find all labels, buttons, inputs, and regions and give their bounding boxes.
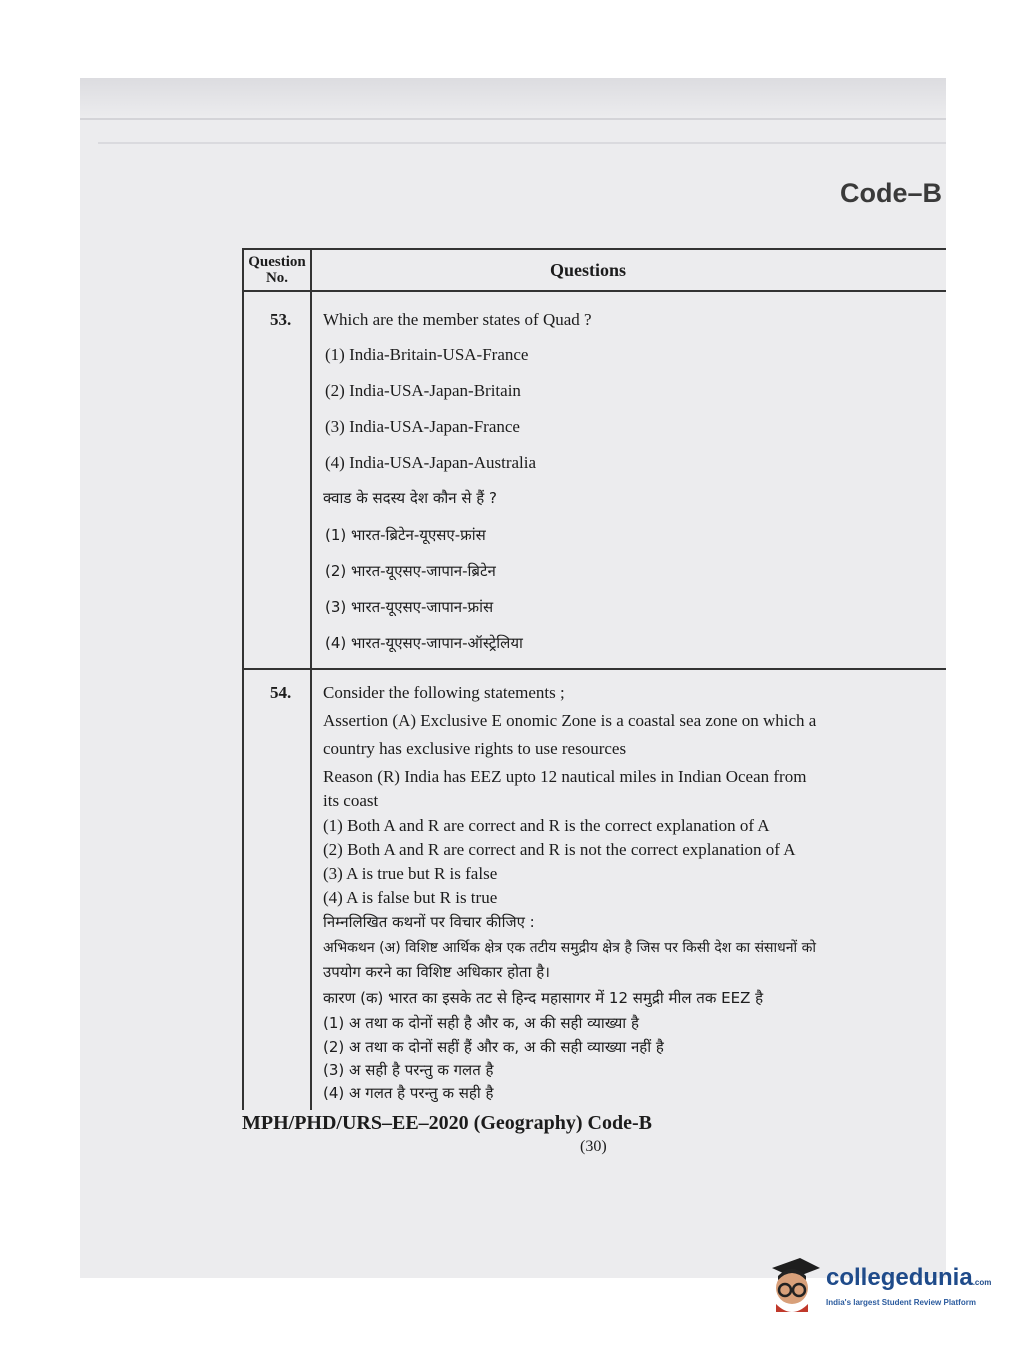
- option-hi: (1) अ तथा क दोनों सही है और क, अ की सही व्याख्या है: [323, 1014, 639, 1032]
- option-hi: (4) अ गलत है परन्तु क सही है: [323, 1084, 494, 1102]
- collegedunia-logo: [766, 1250, 996, 1320]
- option-hi: (3) भारत-यूएसए-जापान-फ्रांस: [325, 598, 494, 616]
- option-en: (2) Both A and R are correct and R is not the correct explanation of A: [323, 840, 796, 859]
- question-number: 54.: [270, 683, 292, 702]
- option-en: (3) India-USA-Japan-France: [325, 417, 520, 436]
- option-en: (1) India-Britain-USA-France: [325, 345, 529, 364]
- option-en: (1) Both A and R are correct and R is the correct explanation of A: [323, 816, 770, 835]
- logo-wordmark: collegedunia.com: [826, 1264, 992, 1291]
- page-edge: [98, 142, 946, 144]
- assertion-hi: उपयोग करने का विशिष्ट अधिकार होता है।: [323, 963, 550, 981]
- logo-tagline: India's largest Student Review Platform: [826, 1298, 976, 1307]
- assertion-en: Assertion (A) Exclusive E onomic Zone is a coastal sea zone on which a: [323, 711, 817, 730]
- assertion-hi: अभिकथन (अ) विशिष्ट आर्थिक क्षेत्र एक तटीय समुद्रीय क्षेत्र है जिस पर किसी देश का संसाधनों को: [323, 940, 816, 956]
- code-header: Code–B: [840, 178, 943, 208]
- table-border-left: [242, 248, 244, 1110]
- page-number: (30): [580, 1138, 607, 1155]
- option-en: (2) India-USA-Japan-Britain: [325, 381, 521, 400]
- column-header-questions: Questions: [550, 260, 627, 280]
- row-divider: [242, 668, 946, 670]
- mascot-icon: [766, 1250, 822, 1320]
- option-en: (4) A is false but R is true: [323, 888, 498, 907]
- assertion-en: country has exclusive rights to use resources: [323, 739, 627, 758]
- question-number: 53.: [270, 310, 292, 329]
- scan-shadow: [80, 78, 946, 118]
- reason-en: Reason (R) India has EEZ upto 12 nautical miles in Indian Ocean from: [323, 767, 807, 786]
- option-hi: (2) भारत-यूएसए-जापान-ब्रिटेन: [325, 562, 496, 580]
- question-text-hi: निम्नलिखित कथनों पर विचार कीजिए :: [323, 913, 535, 931]
- question-text-hi: क्वाड के सदस्य देश कौन से हैं ?: [323, 489, 497, 507]
- reason-hi: कारण (क) भारत का इसके तट से हिन्द महासागर में 12 समुद्री मील तक EEZ है: [323, 989, 764, 1007]
- scanned-page: [80, 78, 946, 1278]
- question-text-en: Consider the following statements ;: [323, 683, 565, 702]
- header-row-divider: [242, 290, 946, 292]
- footer-code: MPH/PHD/URS–EE–2020 (Geography) Code-B: [242, 1112, 652, 1134]
- page-edge: [80, 118, 946, 120]
- logo-suffix: .com: [972, 1278, 992, 1287]
- table-border-top: [242, 248, 946, 250]
- option-hi: (2) अ तथा क दोनों सहीं हैं और क, अ की सही व्याख्या नहीं है: [323, 1038, 664, 1056]
- option-hi: (3) अ सही है परन्तु क गलत है: [323, 1061, 494, 1079]
- option-hi: (4) भारत-यूएसए-जापान-ऑस्ट्रेलिया: [325, 634, 523, 652]
- option-en: (4) India-USA-Japan-Australia: [325, 453, 537, 472]
- question-text-en: Which are the member states of Quad ?: [323, 310, 592, 329]
- column-header-number: Question No.: [248, 254, 306, 286]
- reason-en: its coast: [323, 791, 379, 810]
- column-divider: [310, 248, 312, 1110]
- option-en: (3) A is true but R is false: [323, 864, 498, 883]
- option-hi: (1) भारत-ब्रिटेन-यूएसए-फ्रांस: [325, 526, 486, 544]
